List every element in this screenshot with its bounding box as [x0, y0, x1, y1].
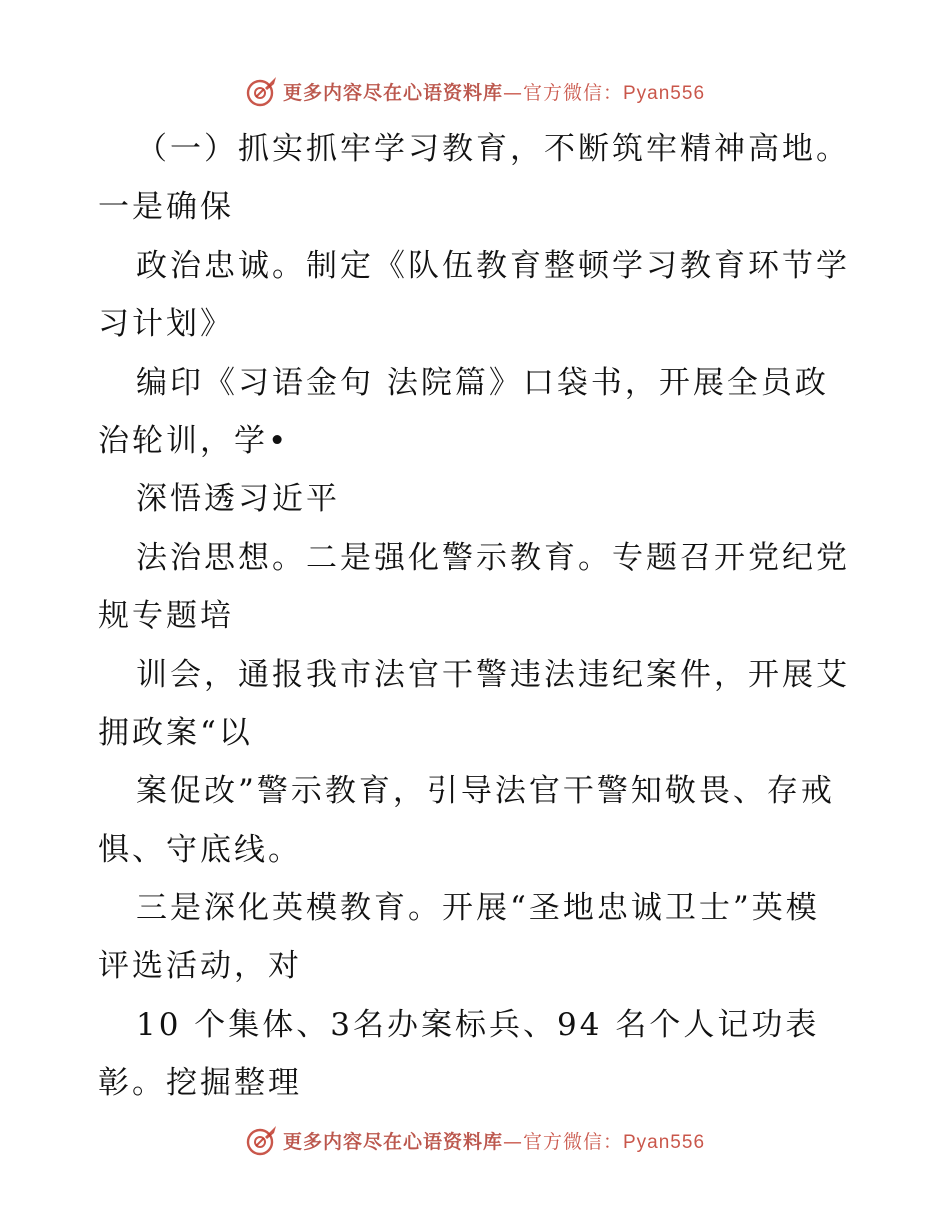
paragraph-line: 案促改”警示教育，引导法官干警知敬畏、存戒	[136, 773, 835, 810]
paragraph-line: 编印《习语金句 法院篇》口袋书，开展全员政	[136, 364, 829, 401]
paragraph-line: 一是确保	[98, 189, 234, 226]
watermark-text	[283, 1127, 705, 1154]
quill-pen-logo-icon	[245, 1123, 279, 1157]
document-body	[98, 120, 858, 1113]
paragraph-line: 彰。挖掘整理	[98, 1065, 302, 1102]
paragraph-line: 惧、守底线。	[98, 831, 302, 868]
watermark-brand: 更多内容尽在心语资料库	[282, 1130, 503, 1153]
paragraph-line: 三是深化英模教育。开展“圣地忠诚卫士”英模	[136, 890, 820, 927]
paragraph-line: （一）抓实抓牢学习教育，不断筑牢精神高地。	[136, 131, 850, 167]
paragraph-line: 深悟透习近平	[136, 481, 340, 518]
watermark-separator: —	[502, 81, 523, 104]
watermark-wechat-label: 官方微信：	[522, 81, 623, 104]
paragraph-line: 拥政案“以	[98, 714, 253, 751]
paragraph-line: 10 个集体、3名办案标兵、94 名个人记功表	[136, 1006, 820, 1043]
watermark-wechat-id: Pyan556	[623, 1131, 706, 1153]
quill-pen-logo-icon	[245, 74, 279, 108]
watermark-text	[283, 78, 705, 105]
paragraph-line: 治轮训，学•	[98, 422, 290, 459]
header-watermark	[0, 71, 950, 111]
paragraph-line: 评选活动，对	[98, 948, 302, 985]
paragraph-line: 法治思想。二是强化警示教育。专题召开党纪党	[136, 539, 850, 576]
watermark-separator: —	[502, 1130, 523, 1153]
paragraph-line: 训会，通报我市法官干警违法违纪案件，开展艾	[136, 656, 850, 693]
paragraph-line: 规专题培	[98, 598, 234, 635]
paragraph-line: 习计划》	[98, 306, 234, 343]
watermark-wechat-label: 官方微信：	[522, 1130, 623, 1153]
watermark-wechat-id: Pyan556	[623, 82, 706, 104]
watermark-brand: 更多内容尽在心语资料库	[282, 81, 503, 104]
footer-watermark	[0, 1120, 950, 1160]
paragraph-line: 政治忠诚。制定《队伍教育整顿学习教育环节学	[136, 247, 850, 284]
